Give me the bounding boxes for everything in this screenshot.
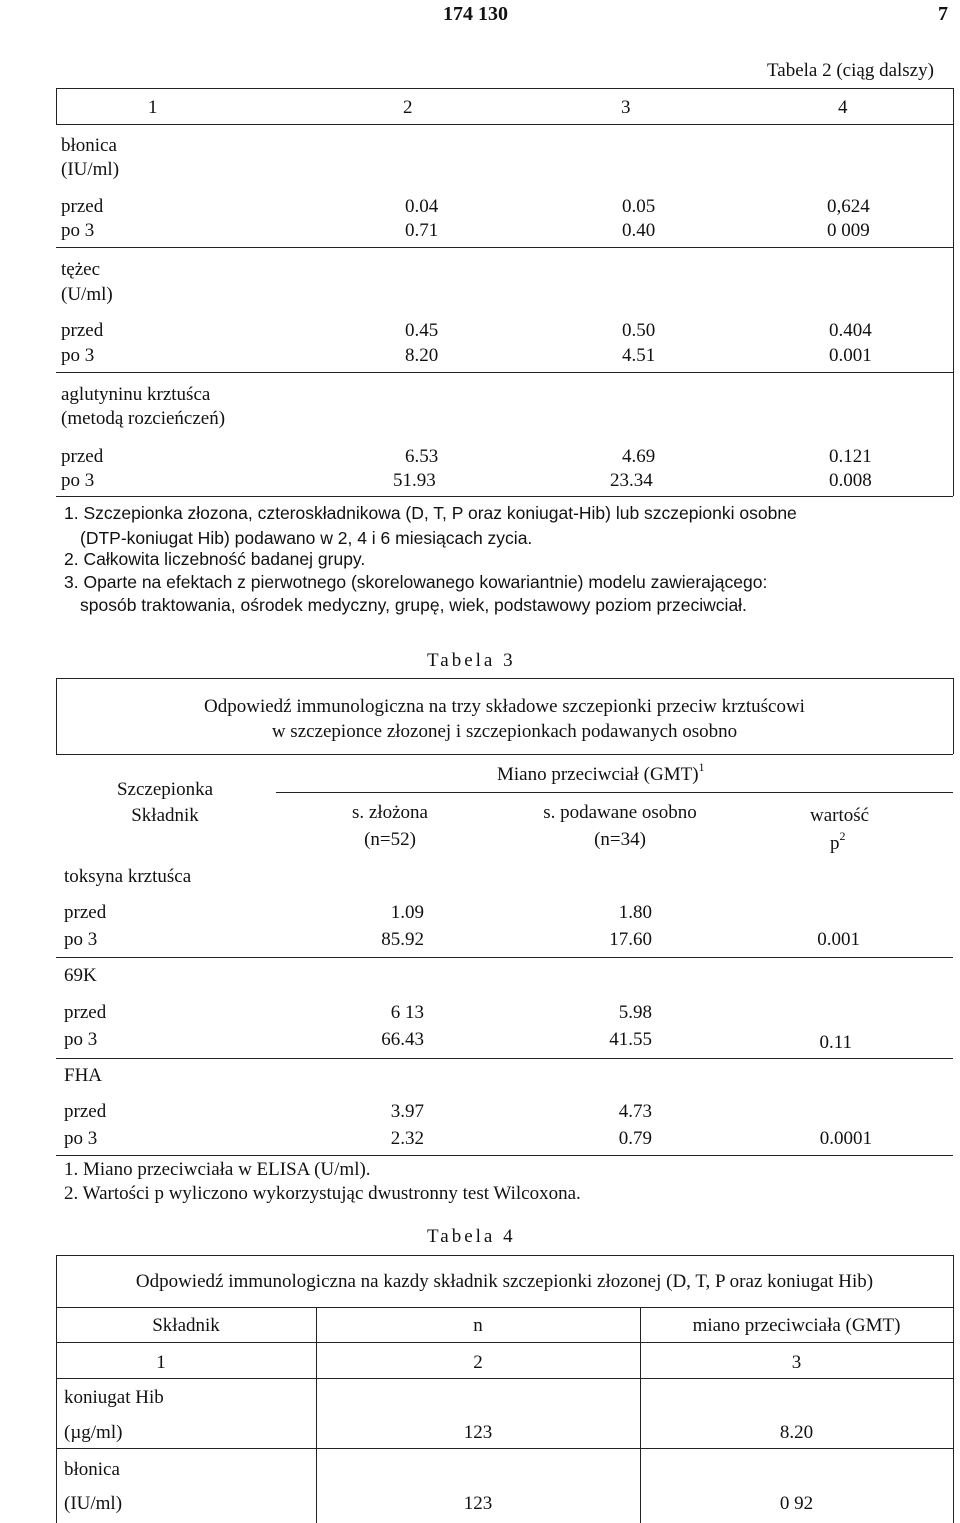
table2-section-label: (IU/ml) bbox=[61, 159, 120, 180]
table4-col-header-2: n bbox=[473, 1315, 483, 1336]
cell-b: 17.60 bbox=[609, 929, 652, 950]
row-label: przed bbox=[64, 902, 107, 923]
cell-col2: 0.71 bbox=[405, 220, 439, 241]
cell-col3: 4.51 bbox=[622, 345, 656, 366]
cell-c: 0.11 bbox=[819, 1032, 852, 1053]
cell-col3: 0.50 bbox=[622, 320, 656, 341]
cell-col4: 0.404 bbox=[829, 320, 872, 341]
cell-n: 123 bbox=[463, 1422, 493, 1443]
table3-col-header-a: (n=52) bbox=[364, 829, 416, 850]
cell-b: 41.55 bbox=[609, 1029, 652, 1050]
cell-col4: 0.001 bbox=[829, 345, 872, 366]
row-label: przed bbox=[61, 320, 104, 341]
cell-col4: 0,624 bbox=[827, 196, 870, 217]
cell-a: 6 13 bbox=[390, 1002, 424, 1023]
table3-caption: Tabela 3 bbox=[427, 650, 516, 671]
cell-a: 66.43 bbox=[381, 1029, 424, 1050]
row-label: przed bbox=[61, 446, 104, 467]
row-label: po 3 bbox=[64, 1029, 98, 1050]
table2-col-header-3: 3 bbox=[621, 97, 631, 118]
row-label: przed bbox=[61, 196, 104, 217]
cell-col2: 6.53 bbox=[405, 446, 439, 467]
cell-a: 2.32 bbox=[390, 1128, 424, 1149]
cell-col2: 0.45 bbox=[405, 320, 439, 341]
cell-col3: 4.69 bbox=[622, 446, 656, 467]
table2-section-label: tężec bbox=[61, 259, 101, 280]
row-label: (IU/ml) bbox=[64, 1493, 123, 1514]
table2-section-label: (metodą rozcieńczeń) bbox=[61, 408, 226, 429]
table4-title: Odpowiedź immunologiczna na kazdy składnik szczepionki złozonej (D, T, P oraz koniugat Hib) bbox=[135, 1271, 874, 1292]
table3-col-header-c: wartość bbox=[810, 805, 870, 826]
cell-a: 85.92 bbox=[381, 929, 424, 950]
cell-b: 4.73 bbox=[618, 1101, 652, 1122]
table3-section-label: 69K bbox=[64, 965, 97, 986]
footnote: (DTP-koniugat Hib) podawano w 2, 4 i 6 miesiącach zycia. bbox=[80, 528, 533, 548]
patent-number: 174 130 bbox=[443, 3, 508, 25]
cell-b: 0.79 bbox=[618, 1128, 652, 1149]
cell-col3: 0.05 bbox=[622, 196, 656, 217]
table3-title: Odpowiedź immunologiczna na trzy składowe szczepionki przeciw krztuścowi bbox=[204, 696, 805, 717]
row-label: po 3 bbox=[61, 220, 95, 241]
cell-b: 5.98 bbox=[618, 1002, 652, 1023]
row-label: koniugat Hib bbox=[64, 1387, 164, 1408]
table3-header-left: Składnik bbox=[131, 805, 199, 826]
cell-col2: 8.20 bbox=[405, 345, 439, 366]
cell-gmt: 0 92 bbox=[779, 1493, 814, 1514]
cell-col3: 23.34 bbox=[610, 470, 653, 491]
cell-col4: 0 009 bbox=[827, 220, 870, 241]
table2-section-label: aglutyninu krztuśca bbox=[61, 384, 211, 405]
footnote: 3. Oparte na efektach z pierwotnego (skorelowanego kowariantnie) modelu zawierającego: bbox=[64, 572, 768, 592]
row-label: po 3 bbox=[64, 929, 98, 950]
cell-gmt: 8.20 bbox=[779, 1422, 814, 1443]
table4-col-header-3: miano przeciwciała (GMT) bbox=[692, 1315, 901, 1336]
table3-col-header-c: $p^2$ bbox=[830, 829, 846, 854]
table3-col-header-b: (n=34) bbox=[594, 829, 646, 850]
row-label: błonica bbox=[64, 1459, 120, 1480]
cell-col2: 0.04 bbox=[405, 196, 439, 217]
footnote: 1. Szczepionka złozona, czteroskładnikowa (D, T, P oraz koniugat-Hib) lub szczepionki osobne bbox=[64, 503, 797, 523]
table3-col-header-b: s. podawane osobno bbox=[543, 802, 697, 823]
table4-col-number-1: 1 bbox=[156, 1352, 166, 1373]
table2-section-label: błonica bbox=[61, 135, 117, 156]
table2-caption: Tabela 2 (ciąg dalszy) bbox=[767, 60, 934, 81]
row-label: (µg/ml) bbox=[64, 1422, 123, 1443]
cell-col4: 0.121 bbox=[829, 446, 872, 467]
table2-col-header-4: 4 bbox=[838, 97, 848, 118]
table3-header-group: Miano przeciwciał (GMT)$^1$ bbox=[497, 760, 705, 785]
footnote: 2. Całkowita liczebność badanej grupy. bbox=[64, 549, 366, 569]
row-label: po 3 bbox=[64, 1128, 98, 1149]
cell-a: 1.09 bbox=[390, 902, 424, 923]
table3-section-label: toksyna krztuśca bbox=[64, 866, 192, 887]
page-number: 7 bbox=[938, 3, 948, 25]
footnote: 1. Miano przeciwciała w ELISA (U/ml). bbox=[64, 1159, 371, 1180]
row-label: przed bbox=[64, 1002, 107, 1023]
table4-caption: Tabela 4 bbox=[427, 1226, 516, 1247]
cell-b: 1.80 bbox=[618, 902, 652, 923]
table3-col-header-a: s. złożona bbox=[352, 802, 428, 823]
footnote: sposób traktowania, ośrodek medyczny, grupę, wiek, podstawowy poziom przeciwciał. bbox=[80, 595, 747, 615]
footnote: 2. Wartości p wyliczono wykorzystując dwustronny test Wilcoxona. bbox=[64, 1183, 581, 1204]
cell-n: 123 bbox=[463, 1493, 493, 1514]
table2-section-label: (U/ml) bbox=[61, 284, 113, 305]
table4-col-header-1: Składnik bbox=[152, 1315, 220, 1336]
cell-a: 3.97 bbox=[390, 1101, 424, 1122]
row-label: po 3 bbox=[61, 345, 95, 366]
table4-col-number-2: 2 bbox=[473, 1352, 483, 1373]
cell-c: 0.0001 bbox=[819, 1128, 872, 1149]
table3-header-left: Szczepionka bbox=[116, 779, 213, 800]
cell-col2: 51.93 bbox=[393, 470, 436, 491]
table2-col-header-2: 2 bbox=[403, 97, 413, 118]
table3-section-label: FHA bbox=[64, 1065, 103, 1086]
row-label: po 3 bbox=[61, 470, 95, 491]
row-label: przed bbox=[64, 1101, 107, 1122]
table2-col-header-1: 1 bbox=[148, 97, 158, 118]
cell-c: 0.001 bbox=[817, 929, 860, 950]
cell-col4: 0.008 bbox=[829, 470, 872, 491]
table3-title: w szczepionce złozonej i szczepionkach podawanych osobno bbox=[271, 721, 738, 742]
table4-col-number-3: 3 bbox=[791, 1352, 802, 1373]
cell-col3: 0.40 bbox=[622, 220, 656, 241]
